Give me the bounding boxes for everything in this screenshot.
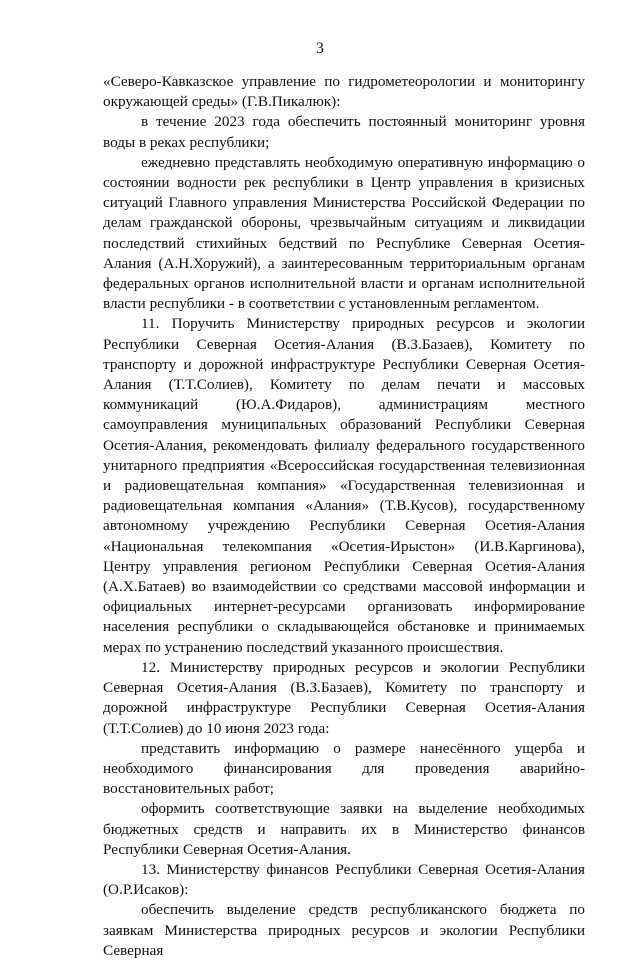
paragraph-water-monitoring: в течение 2023 года обеспечить постоянный мониторинг уровня воды в реках республики; bbox=[103, 113, 585, 151]
paragraph-budget-requests: оформить соответствующие заявки на выделение необходимых бюджетных средств и направить их в Министерство финансов Республики Северная Осетия-Алания. bbox=[103, 800, 585, 858]
paragraph-item-13: 13. Министерству финансов Республики Северная Осетия-Алания (О.Р.Исаков): bbox=[103, 860, 585, 899]
document-body bbox=[103, 72, 585, 961]
paragraph-damage-info: представить информацию о размере нанесённого ущерба и необходимого финансирования для проведения аварийно-восстановительных работ; bbox=[103, 739, 585, 798]
paragraph-item-11: 11. Поручить Министерству природных ресурсов и экологии Республики Северная Осетия-Алания (В.З.Базаев), Комитету по транспорту и дорожной инфраструктуре Республики Северная Осетия-Алания (Т.Т.Солиев), Комитету по делам печати и массовых коммуникаций (Ю.А.Фидаров), администрациям местного самоуправления муниципальных образований Республики Северная Осетия-Алания, рекомендовать филиалу федерального государственного унитарного предприятия «Всероссийская государственная телевизионная и радиовещательная компания» «Государственная телевизионная и радиовещательная компания «Алания» (Т.В.Кусов), государственному автономному учреждению Республики Северная Осетия-Алания «Национальная телекомпания «Осетия-Ирыстон» (И.В.Каргинова), Центру управления регионом Республики Северная Осетия-Алания (А.Х.Батаев) во взаимодействии со средствами массовой информации и официальных интернет-ресурсами организовать информирование населения республики о складывающейся обстановке и принимаемых мерах по устранению последствий указанного происшествия. bbox=[103, 315, 585, 656]
paragraph-hydromet-authority: «Северо-Кавказское управление по гидрометеорологии и мониторингу окружающей среды» (Г.В.Пикалюк): bbox=[103, 73, 585, 111]
paragraph-allocate-funds: обеспечить выделение средств республиканского бюджета по заявкам Министерства природных ресурсов и экологии Республики Северная bbox=[103, 901, 585, 959]
paragraph-daily-reporting: ежедневно представлять необходимую оперативную информацию о состоянии водности рек республики в Центр управления в кризисных ситуаций Главного управления Министерства Российской Федерации по делам гражданской обороны, чрезвычайным ситуациям и ликвидации последствий стихийных бедствий по Республике Северная Осетия-Алания (А.Н.Хоружий), а заинтересованным территориальным органам федеральных органов исполнительной власти и органам исполнительной власти республики - в соответствии с установленным регламентом. bbox=[103, 153, 585, 313]
page-number: 3 bbox=[316, 40, 324, 57]
paragraph-item-12: 12. Министерству природных ресурсов и экологии Республики Северная Осетия-Алания (В.З.Базаев), Комитету по транспорту и дорожной инфраструктуре Республики Северная Осетия-Алания (Т.Т.Солиев) до 10 июня 2023 года: bbox=[103, 658, 585, 737]
